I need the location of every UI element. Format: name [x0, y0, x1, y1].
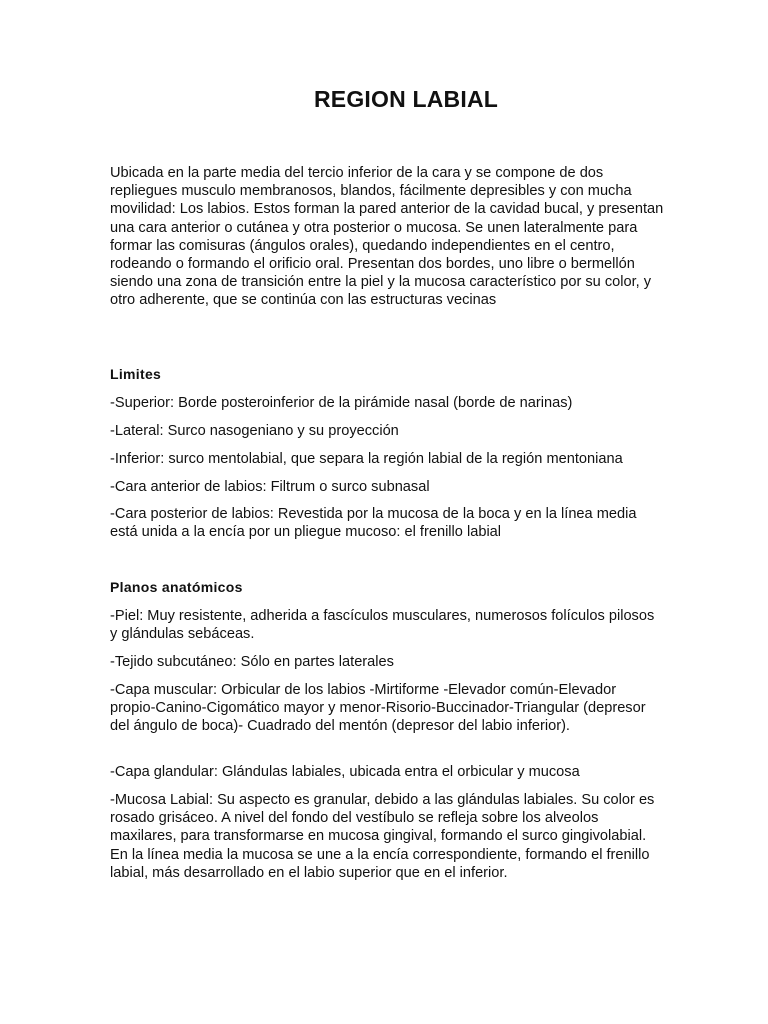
- plane-item-tejido-subcutaneo: -Tejido subcutáneo: Sólo en partes laterales: [110, 654, 394, 670]
- intro-paragraph: Ubicada en la parte media del tercio inferior de la cara y se compone de dos repliegues musculo membranosos, blandos, fácilmente depresibles y con mucha movilidad: Los labios. Estos forman la pared anterior de la cavidad bucal, y presentan una cara anterior o cutánea y otra posterior o mucosa. Se unen lateralmente para formar las comisuras (ángulos orales), quedando independientes en el centro, rodeando o formando el orificio oral. Presentan dos bordes, uno libre o bermellón siendo una zona de transición entre la piel y la mucosa característico por su color, y otro adherente, que se continúa con las estructuras vecinas: [110, 165, 664, 309]
- planes-heading: Planos anatómicos: [110, 579, 243, 595]
- plane-item-mucosa-labial: -Mucosa Labial: Su aspecto es granular, debido a las glándulas labiales. Su color es rosado grisáceo. A nivel del fondo del vestíbulo se refleja sobre los alveolos maxilares, para transformarse en mucosa gingival, formando el surco gingivolabial. En la línea media la mucosa se une a la encía correspondiente, formando el frenillo labial, más desarrollado en el labio superior que en el inferior.: [110, 792, 655, 881]
- plane-item-piel: -Piel: Muy resistente, adherida a fascículos musculares, numerosos folículos pilosos y glándulas sebáceas.: [110, 608, 655, 643]
- limit-item-lateral: -Lateral: Surco nasogeniano y su proyección: [110, 423, 399, 439]
- limit-item-superior: -Superior: Borde posteroinferior de la pirámide nasal (borde de narinas): [110, 395, 573, 411]
- limit-item-cara-anterior: -Cara anterior de labios: Filtrum o surco subnasal: [110, 479, 430, 495]
- plane-item-capa-muscular: -Capa muscular: Orbicular de los labios -Mirtiforme -Elevador común-Elevador propio-Canino-Cigomático mayor y menor-Risorio-Buccinador-Triangular (depresor del ángulo de boca)- Cuadrado del mentón (depresor del labio inferior).: [110, 682, 646, 735]
- limit-item-inferior: -Inferior: surco mentolabial, que separa la región labial de la región mentoniana: [110, 451, 623, 467]
- limits-heading: Limites: [110, 366, 162, 382]
- limit-item-cara-posterior: -Cara posterior de labios: Revestida por la mucosa de la boca y en la línea media está unida a la encía por un pliegue mucoso: el frenillo labial: [110, 506, 637, 541]
- plane-item-capa-glandular: -Capa glandular: Glándulas labiales, ubicada entra el orbicular y mucosa: [110, 764, 580, 780]
- document-title: REGION LABIAL: [313, 86, 499, 112]
